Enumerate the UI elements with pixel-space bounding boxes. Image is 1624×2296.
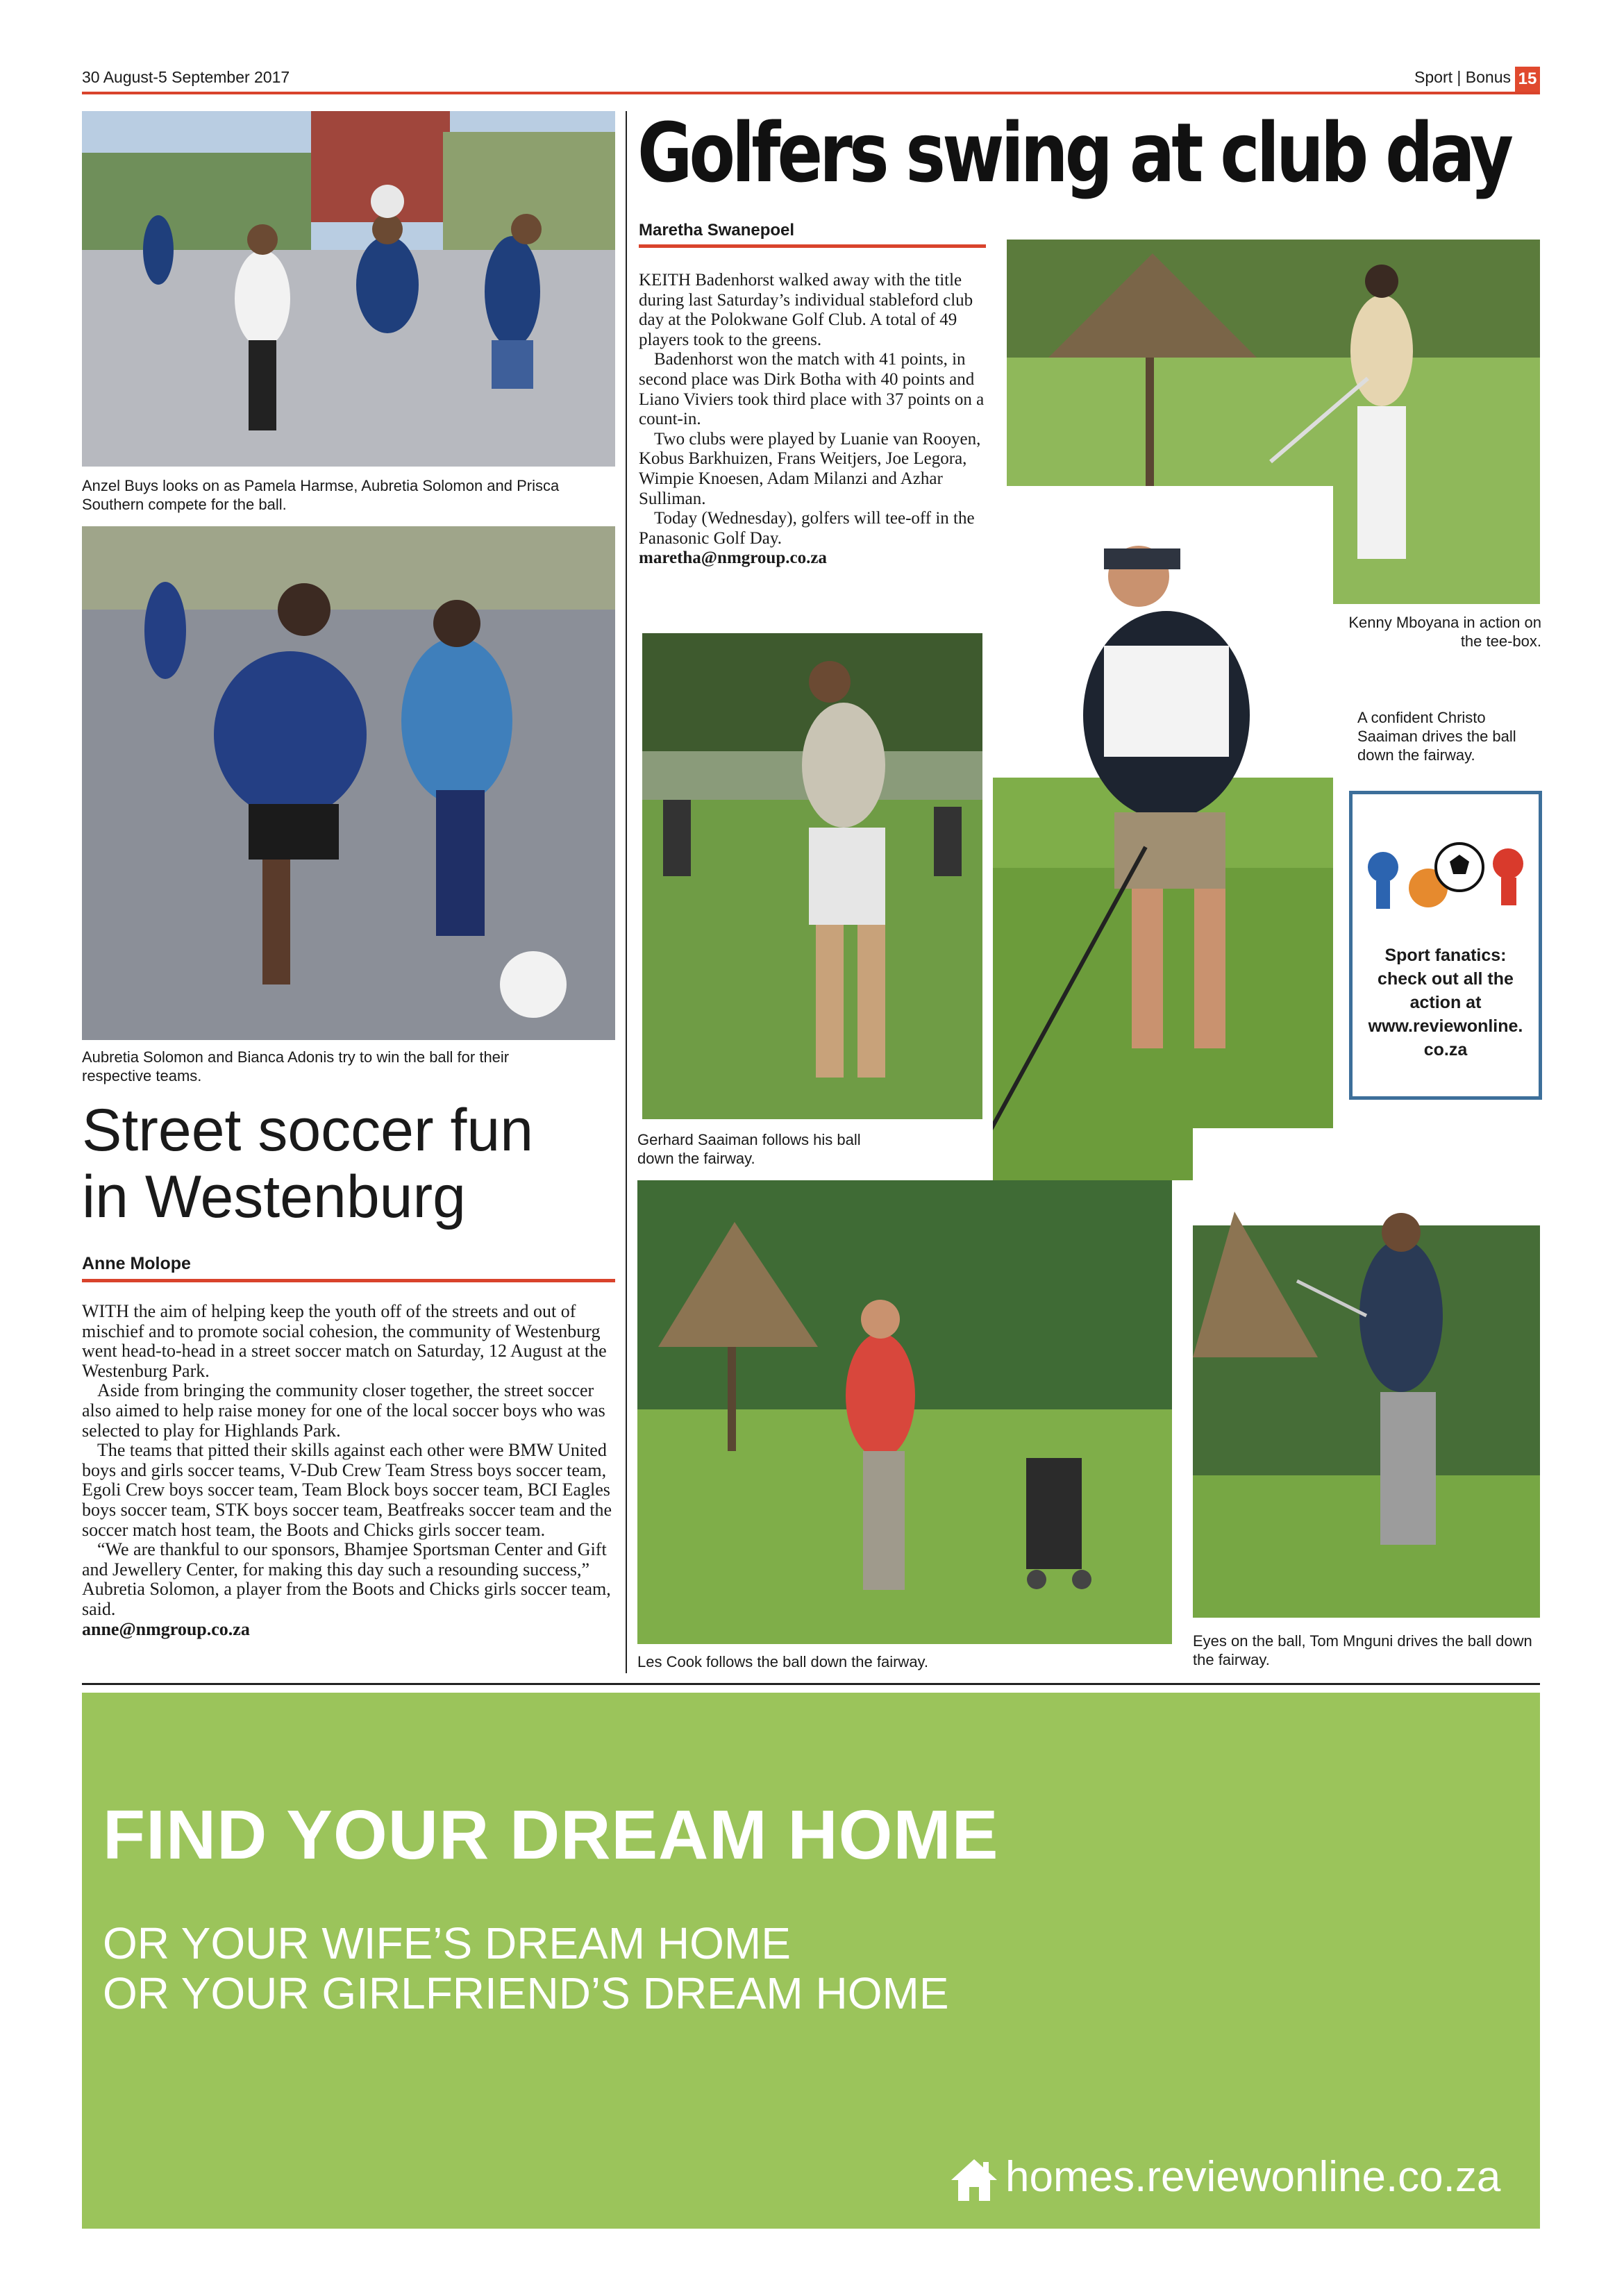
soccer-paragraph: The teams that pitted their skills against each other were BMW United boys and girls soccer teams, V-Dub Crew Team Stress boys soccer team, Egoli Crew boys soccer team, Team Block boys soccer team, BCI Eagles boys soccer team, STK boys soccer team, Beatfreaks soccer team and the soccer match host team, the Boots and Chicks girls soccer team. xyxy=(82,1440,612,1540)
soccer-paragraph: Aside from bringing the community closer together, the street soccer also aimed to help raise money for one of the local soccer boys who was selected to play for Highlands Park. xyxy=(82,1380,605,1441)
golf-byline: Maretha Swanepoel xyxy=(639,221,795,240)
soccer-photo-2 xyxy=(82,526,615,1040)
section-label: Sport | Bonus xyxy=(1414,68,1511,86)
issue-date: 30 August-5 September 2017 xyxy=(82,68,290,86)
house-icon xyxy=(950,2158,998,2202)
golf-caption-tom: Eyes on the ball, Tom Mnguni drives the ball down the fairway. xyxy=(1193,1632,1532,1668)
advert-line-2: OR YOUR GIRLFRIEND’S DREAM HOME xyxy=(103,1968,949,2018)
golf-caption-christo: A confident Christo Saaiman drives the ball down the fairway. xyxy=(1357,709,1516,764)
advert-url[interactable]: homes.reviewonline.co.za xyxy=(1005,2153,1501,2201)
golf-paragraph: Badenhorst won the match with 41 points, in second place was Dirk Botha with 40 points and Liano Viviers took third place with 37 points on a count-in. xyxy=(639,350,985,429)
golf-caption-les: Les Cook follows the ball down the fairway. xyxy=(637,1653,929,1670)
soccer-headline xyxy=(82,1097,533,1230)
dream-home-advert[interactable] xyxy=(82,1693,1540,2229)
golf-byline-rule xyxy=(639,244,986,248)
promo-box[interactable] xyxy=(1349,791,1542,1100)
soccer-article-body xyxy=(82,1302,615,1639)
soccer-paragraph: “We are thankful to our sponsors, Bhamjee Sportsman Center and Gift and Jewellery Center, for making this day such a resounding success,” Aubretia Solomon, a player from the Boots and Chicks girls soccer team, said. xyxy=(82,1539,611,1619)
golf-photo-les xyxy=(637,1180,1172,1644)
golf-photo-gerhard xyxy=(642,633,982,1119)
golf-paragraph: Two clubs were played by Luanie van Rooyen, Kobus Barkhuizen, Frans Weitjers, Joe Legora, Wimpie Knoesen, Adam Milanzi and Azhar Sulliman. xyxy=(639,429,981,508)
soccer-photo-1-caption: Anzel Buys looks on as Pamela Harmse, Aubretia Solomon and Prisca Southern compete for the ball. xyxy=(82,477,560,513)
advert-headline: FIND YOUR DREAM HOME xyxy=(103,1796,999,1874)
header-rule xyxy=(82,92,1540,94)
soccer-author-email[interactable]: anne@nmgroup.co.za xyxy=(82,1618,250,1639)
golf-paragraph: KEITH Badenhorst walked away with the title during last Saturday’s individual stableford club day at the Polokwane Golf Club. A total of 49 players took to the greens. xyxy=(639,271,973,349)
advert-line-1: OR YOUR WIFE’S DREAM HOME xyxy=(103,1918,791,1968)
golf-photo-tom xyxy=(1193,1128,1540,1618)
golf-author-email[interactable]: maretha@nmgroup.co.za xyxy=(639,548,827,568)
soccer-byline: Anne Molope xyxy=(82,1254,191,1273)
advert-top-rule xyxy=(82,1683,1540,1685)
golf-paragraph: Today (Wednesday), golfers will tee-off in the Panasonic Golf Day. xyxy=(639,509,975,548)
soccer-byline-rule xyxy=(82,1279,615,1282)
soccer-headline-line2: in Westenburg xyxy=(82,1164,466,1230)
golf-caption-gerhard: Gerhard Saaiman follows his ball down the fairway. xyxy=(637,1131,861,1167)
soccer-paragraph: WITH the aim of helping keep the youth off of the streets and out of mischief and to promote social cohesion, the community of Westenburg went head-to-head in a street soccer match on Saturday, 12 August at the Westenburg Park. xyxy=(82,1301,607,1381)
column-divider xyxy=(626,111,627,1673)
sports-icon xyxy=(1362,819,1536,916)
golf-article-body xyxy=(639,271,986,569)
golf-photo-christo xyxy=(993,486,1333,1180)
golf-headline: Golfers swing at club day xyxy=(637,105,1511,201)
soccer-photo-2-caption: Aubretia Solomon and Bianca Adonis try to win the ball for their respective teams. xyxy=(82,1048,510,1084)
soccer-headline-line1: Street soccer fun xyxy=(82,1097,534,1164)
page-number: 15 xyxy=(1515,67,1540,92)
soccer-photo-1 xyxy=(82,111,615,467)
promo-text: Sport fanatics: check out all the action at www.reviewonline. co.za xyxy=(1368,946,1523,1059)
golf-caption-kenny: Kenny Mboyana in action on the tee-box. xyxy=(1348,614,1541,650)
